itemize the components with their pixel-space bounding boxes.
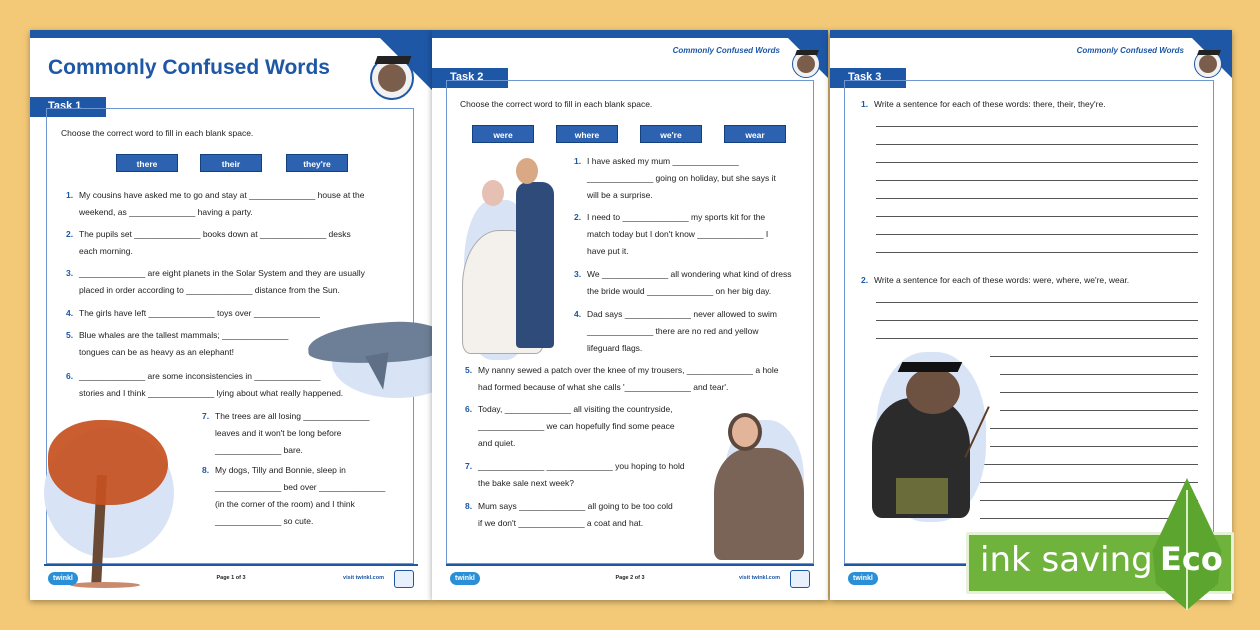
writing-line[interactable]: [876, 126, 1198, 127]
mole-kilt: [896, 478, 948, 514]
page-footer: [44, 564, 418, 590]
question-5: [465, 362, 779, 396]
question-line: weekend, as ______________ having a party.: [79, 207, 253, 217]
mole-head: [906, 368, 960, 414]
twinkl-logo: twinkl: [48, 572, 78, 585]
writing-line[interactable]: [876, 180, 1198, 181]
writing-line[interactable]: [876, 144, 1198, 145]
question-1: [574, 153, 776, 204]
question-number: 7.: [202, 411, 210, 421]
question-line: I have asked my mum ______________: [587, 156, 739, 166]
question-5: [66, 327, 289, 361]
question-line: The trees are all losing ______________: [215, 411, 370, 421]
writing-line[interactable]: [990, 428, 1198, 429]
question-6: [66, 368, 344, 402]
autumn-tree-icon: [48, 420, 168, 505]
writing-line[interactable]: [876, 216, 1198, 217]
question-2: [66, 226, 351, 260]
prompt-text: Write a sentence for each of these words: there, their, they're.: [874, 99, 1106, 109]
quality-badge-icon: [790, 570, 810, 588]
prompt-text: Write a sentence for each of these words: were, where, we're, wear.: [874, 275, 1130, 285]
question-line: We ______________ all wondering what kind of dress: [587, 269, 792, 279]
question-line: My dogs, Tilly and Bonnie, sleep in: [215, 465, 346, 475]
word-chip: there: [116, 154, 178, 172]
mole-mascot-icon: [1190, 42, 1226, 78]
page-header-title: Commonly Confused Words: [672, 46, 780, 55]
instruction: Choose the correct word to fill in each blank space.: [460, 99, 653, 109]
question-line: and quiet.: [478, 438, 516, 448]
question-line: the bride would ______________ on her big day.: [587, 286, 772, 296]
question-line: will be a surprise.: [587, 190, 653, 200]
question-number: 2.: [861, 275, 869, 285]
quality-badge-icon: [394, 570, 414, 588]
question-number: 1.: [861, 99, 869, 109]
question-number: 1.: [66, 190, 74, 200]
writing-line[interactable]: [876, 252, 1198, 253]
question-line: ______________ bed over ______________: [215, 482, 386, 492]
word-chip: where: [556, 125, 618, 143]
question-6: [465, 401, 675, 452]
question-number: 2.: [574, 212, 582, 222]
question-number: 4.: [66, 308, 74, 318]
question-line: The pupils set ______________ books down at ______________ desks: [79, 229, 351, 239]
question-number: 7.: [465, 461, 473, 471]
page-header-title: Commonly Confused Words: [1076, 46, 1184, 55]
writing-line[interactable]: [980, 482, 1198, 483]
question-line: (in the corner of the room) and I think: [215, 499, 355, 509]
question-line: Today, ______________ all visiting the countryside,: [478, 404, 673, 414]
header-band: [432, 30, 828, 38]
question-number: 4.: [574, 309, 582, 319]
question-line: My nanny sewed a patch over the knee of my trousers, ______________ a hole: [478, 365, 779, 375]
question-line: the bake sale next week?: [478, 478, 574, 488]
mole-mascot-icon: [364, 42, 424, 102]
question-line: My cousins have asked me to go and stay at ______________ house at the: [79, 190, 365, 200]
question-number: 3.: [574, 269, 582, 279]
question-number: 2.: [66, 229, 74, 239]
mole-mascot-icon: [788, 42, 824, 78]
question-line: tongues can be as heavy as an elephant!: [79, 347, 235, 357]
question-line: Dad says ______________ never allowed to swim: [587, 309, 777, 319]
visit-link[interactable]: visit twinkl.com: [739, 575, 780, 581]
question-line: ______________ are eight planets in the Solar System and they are usually: [79, 268, 365, 278]
word-chip: were: [472, 125, 534, 143]
writing-line[interactable]: [876, 234, 1198, 235]
writing-line[interactable]: [980, 464, 1198, 465]
question-line: lifeguard flags.: [587, 343, 643, 353]
page-number: Page 1 of 3: [216, 575, 246, 581]
word-chip: they're: [286, 154, 348, 172]
question-line: Blue whales are the tallest mammals; ______________: [79, 330, 289, 340]
prompt-2: [861, 272, 1130, 289]
page-number: Page 2 of 3: [615, 575, 645, 581]
question-4: [66, 305, 321, 322]
question-line: have put it.: [587, 246, 629, 256]
page-footer: [446, 564, 814, 590]
twinkl-logo: twinkl: [848, 572, 878, 585]
question-number: 6.: [66, 371, 74, 381]
question-line: ______________ so cute.: [215, 516, 314, 526]
question-7: [202, 408, 370, 459]
question-line: ______________ we can hopefully find some peace: [478, 421, 675, 431]
question-line: Mum says ______________ all going to be too cold: [478, 501, 673, 511]
prompt-1: [861, 96, 1106, 113]
question-line: each morning.: [79, 246, 133, 256]
mortarboard-icon: [898, 362, 963, 372]
question-2: [574, 209, 769, 260]
word-chip: wear: [724, 125, 786, 143]
writing-line[interactable]: [990, 356, 1198, 357]
worksheet-page-1: [30, 30, 432, 600]
question-line: The girls have left ______________ toys over ______________: [79, 308, 321, 318]
question-number: 5.: [66, 330, 74, 340]
twinkl-logo: twinkl: [450, 572, 480, 585]
writing-line[interactable]: [876, 302, 1198, 303]
word-chip: their: [200, 154, 262, 172]
question-line: had formed because of what she calls '______________ and tear'.: [478, 382, 729, 392]
question-8: [202, 462, 386, 530]
eco-label: Eco: [1160, 540, 1223, 578]
word-chip: we're: [640, 125, 702, 143]
girl-head: [728, 413, 762, 451]
question-line: ______________ going on holiday, but she says it: [587, 173, 776, 183]
girl-coat-icon: [714, 448, 804, 560]
question-7: [465, 458, 685, 492]
question-3: [66, 265, 365, 299]
question-number: 6.: [465, 404, 473, 414]
task-1-tab: Task 1: [30, 97, 106, 117]
question-line: I need to ______________ my sports kit for the: [587, 212, 766, 222]
task-3-tab: Task 3: [830, 68, 906, 88]
writing-line[interactable]: [876, 198, 1198, 199]
question-line: if we don't ______________ a coat and hat.: [478, 518, 644, 528]
question-1: [66, 187, 365, 221]
question-number: 3.: [66, 268, 74, 278]
task-2-tab: Task 2: [432, 68, 508, 88]
writing-line[interactable]: [876, 162, 1198, 163]
page-title: Commonly Confused Words: [48, 56, 330, 79]
question-3: [574, 266, 792, 300]
question-line: match today but I don't know ______________ I: [587, 229, 769, 239]
question-line: ______________ ______________ you hoping to hold: [478, 461, 685, 471]
groom-head: [516, 158, 538, 184]
question-line: placed in order according to ______________ distance from the Sun.: [79, 285, 340, 295]
question-line: ______________ bare.: [215, 445, 303, 455]
question-8: [465, 498, 673, 532]
writing-line[interactable]: [990, 446, 1198, 447]
question-number: 5.: [465, 365, 473, 375]
writing-line[interactable]: [980, 500, 1198, 501]
question-number: 8.: [202, 465, 210, 475]
question-line: leaves and it won't be long before: [215, 428, 342, 438]
instruction: Choose the correct word to fill in each blank space.: [61, 128, 254, 138]
writing-line[interactable]: [876, 320, 1198, 321]
question-number: 8.: [465, 501, 473, 511]
writing-line[interactable]: [876, 338, 1198, 339]
writing-line[interactable]: [1000, 410, 1198, 411]
writing-line[interactable]: [1000, 374, 1198, 375]
visit-link[interactable]: visit twinkl.com: [343, 575, 384, 581]
groom-suit-icon: [516, 182, 554, 348]
question-number: 1.: [574, 156, 582, 166]
bride-head: [482, 180, 504, 206]
writing-line[interactable]: [980, 518, 1198, 519]
header-band: [830, 30, 1232, 38]
writing-line[interactable]: [1000, 392, 1198, 393]
question-line: stories and I think ______________ lying about what really happened.: [79, 388, 344, 398]
question-line: ______________ are some inconsistencies in ______________: [79, 371, 321, 381]
ink-saving-text: ink saving: [980, 540, 1153, 580]
worksheet-page-2: [432, 30, 828, 600]
question-line: ______________ there are no red and yellow: [587, 326, 759, 336]
question-4: [574, 306, 777, 357]
